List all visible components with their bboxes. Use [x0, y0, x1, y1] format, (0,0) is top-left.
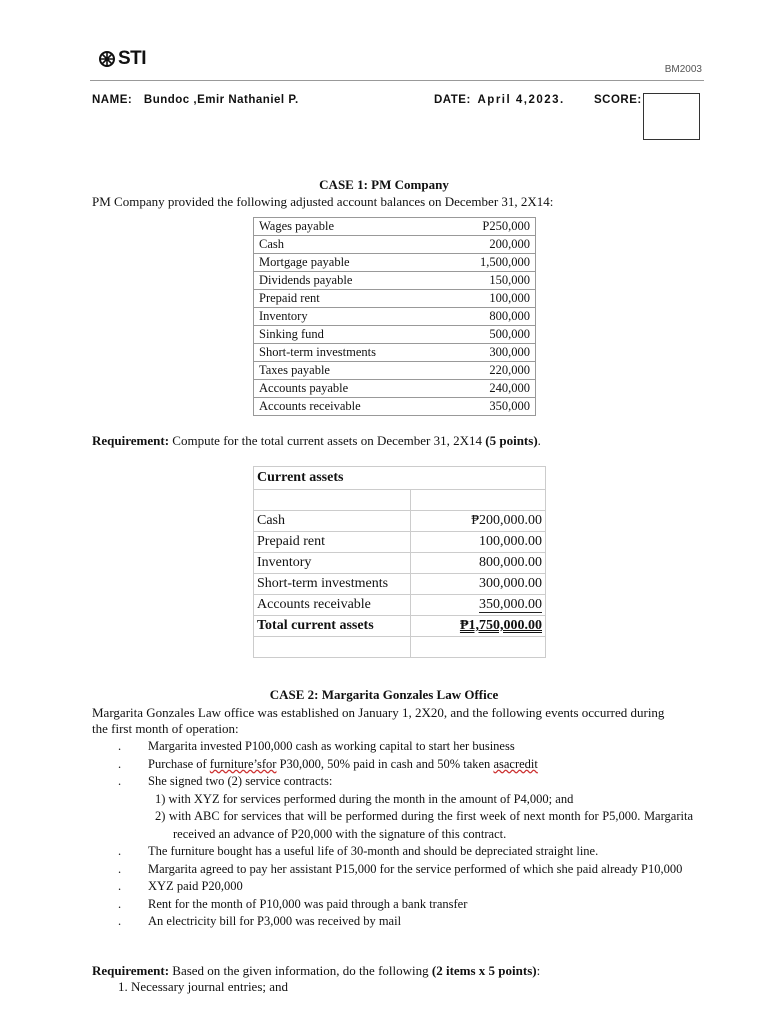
balance-value: P250,000	[475, 218, 536, 236]
balance-row	[254, 344, 536, 362]
document-code: BM2003	[664, 64, 702, 75]
list-item: . XYZ paid P20,000	[118, 879, 243, 893]
balance-account: Taxes payable	[254, 362, 476, 380]
asset-value: 300,000.00	[479, 576, 542, 591]
balance-row	[254, 272, 536, 290]
asset-name: Prepaid rent	[254, 532, 411, 553]
balance-row	[254, 236, 536, 254]
balance-account: Accounts receivable	[254, 398, 476, 416]
contract-item: 1) with XYZ for services performed during the month in the amount of P4,000; and	[155, 791, 574, 806]
balance-account: Short-term investments	[254, 344, 476, 362]
balance-row	[254, 290, 536, 308]
list-item: . Margarita invested P100,000 cash as working capital to start her business	[118, 739, 515, 753]
table-row	[254, 511, 546, 532]
score-label: SCORE:	[594, 94, 642, 106]
header-divider	[90, 80, 704, 81]
balance-account: Sinking fund	[254, 326, 476, 344]
date-label: DATE:	[434, 94, 471, 106]
task-item: 1. Necessary journal entries; and	[118, 979, 289, 994]
table-row	[254, 574, 546, 595]
balance-value: 350,000	[475, 398, 536, 416]
total-row	[254, 616, 546, 637]
list-item: . An electricity bill for P3,000 was received by mail	[118, 914, 402, 928]
current-assets-table	[253, 466, 546, 658]
asset-name: Accounts receivable	[254, 595, 411, 616]
balance-table	[253, 217, 536, 416]
total-label: Total current assets	[254, 616, 411, 637]
balance-row	[254, 326, 536, 344]
total-value: ₱1,750,000.00	[459, 618, 542, 633]
table-row	[254, 553, 546, 574]
case2-requirement: Requirement: Based on the given information, do the following (2 items x 5 points):	[92, 963, 541, 978]
balance-value: 240,000	[475, 380, 536, 398]
balance-account: Cash	[254, 236, 476, 254]
asset-name: Cash	[254, 511, 411, 532]
asset-value: ₱200,000.00	[471, 513, 542, 528]
case2-intro-line1: Margarita Gonzales Law office was established on January 1, 2X20, and the following events occurred during	[92, 705, 665, 720]
balance-value: 300,000	[475, 344, 536, 362]
name-value: Bundoc ,Emir Nathaniel P.	[143, 94, 299, 106]
balance-row	[254, 362, 536, 380]
case2-intro-line2: the first month of operation:	[92, 721, 239, 736]
balance-value: 800,000	[475, 308, 536, 326]
balance-row	[254, 398, 536, 416]
balance-value: 1,500,000	[475, 254, 536, 272]
current-assets-heading: Current assets	[254, 467, 546, 490]
sti-logo	[97, 48, 146, 70]
score-box	[643, 93, 700, 140]
requirement-points: (5 points)	[485, 433, 538, 448]
balance-value: 100,000	[475, 290, 536, 308]
contract-item: 2) with ABC for services that will be performed during the first week of next month for P5,000. Margarita received an advance of P20,000 with the signature of this contract.	[155, 809, 693, 841]
asset-name: Inventory	[254, 553, 411, 574]
balance-value: 200,000	[475, 236, 536, 254]
balance-row	[254, 254, 536, 272]
logo-mark-icon	[97, 50, 117, 68]
balance-value: 150,000	[475, 272, 536, 290]
balance-account: Accounts payable	[254, 380, 476, 398]
balance-account: Prepaid rent	[254, 290, 476, 308]
name-field	[92, 94, 299, 106]
list-item: . Purchase of furniture’sfor P30,000, 50% paid in cash and 50% taken asacredit	[118, 756, 538, 771]
balance-account: Inventory	[254, 308, 476, 326]
case1-intro: PM Company provided the following adjusted account balances on December 31, 2X14:	[92, 194, 554, 209]
name-label: NAME:	[92, 94, 133, 106]
balance-row	[254, 380, 536, 398]
asset-value: 100,000.00	[479, 534, 542, 549]
events-list	[118, 738, 693, 931]
table-row	[254, 532, 546, 553]
requirement-label: Requirement:	[92, 963, 170, 978]
asset-value: 800,000.00	[479, 555, 542, 570]
list-item: . The furniture bought has a useful life of 30-month and should be depreciated straight line.	[118, 844, 599, 858]
balance-row	[254, 218, 536, 236]
case2-title: CASE 2: Margarita Gonzales Law Office	[269, 687, 499, 702]
date-field	[434, 94, 565, 106]
list-item: . She signed two (2) service contracts:	[118, 774, 333, 788]
balance-account: Mortgage payable	[254, 254, 476, 272]
case1-title: CASE 1: PM Company	[319, 177, 449, 192]
requirement-points: (2 items x 5 points)	[431, 963, 537, 978]
list-item: . Margarita agreed to pay her assistant P15,000 for the service performed of which she paid already P10,000	[118, 861, 683, 876]
requirement-label: Requirement:	[92, 433, 170, 448]
case1-requirement: Requirement: Compute for the total current assets on December 31, 2X14 (5 points).	[92, 433, 541, 448]
asset-value: 350,000.00	[479, 597, 542, 612]
balance-value: 220,000	[475, 362, 536, 380]
list-item: . Rent for the month of P10,000 was paid through a bank transfer	[118, 896, 468, 911]
balance-row	[254, 308, 536, 326]
balance-account: Wages payable	[254, 218, 476, 236]
requirement-text: Based on the given information, do the following	[169, 963, 432, 978]
logo-text: STI	[118, 48, 147, 69]
table-row	[254, 595, 546, 616]
requirement-text: Compute for the total current assets on December 31, 2X14	[169, 433, 486, 448]
balance-value: 500,000	[475, 326, 536, 344]
balance-account: Dividends payable	[254, 272, 476, 290]
asset-name: Short-term investments	[254, 574, 411, 595]
date-value: April 4,2023.	[477, 94, 565, 106]
